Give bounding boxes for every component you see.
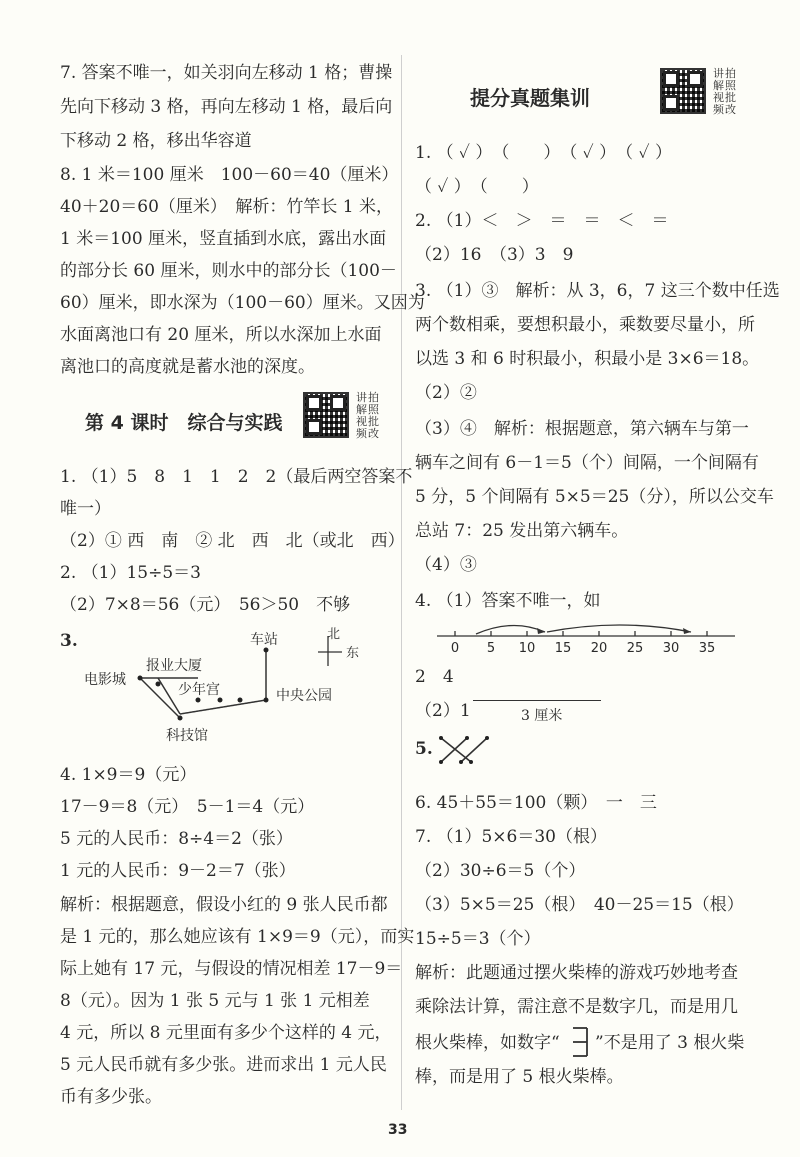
answer-line: （ ✓ ） （ ） <box>415 177 539 197</box>
answer-line: 1 米＝100 厘米，竖直插到水底，露出水面 <box>60 229 387 249</box>
answer-line: 3. （1）③ 解析：从 3，6，7 这三个数中任选 <box>415 281 780 301</box>
number-line-label: 5 <box>486 641 496 656</box>
analysis-line: 5 元人民币就有多少张。进而求出 1 元人民 <box>60 1055 387 1075</box>
map-point <box>264 648 269 653</box>
analysis-line: 乘除法计算，需注意不是数字几，而是用几 <box>415 997 738 1017</box>
number-line-label: 35 <box>698 641 716 656</box>
map-point <box>156 682 161 687</box>
answer-line: 5 分，5 个间隔有 5×5＝25（分），所以公交车 <box>415 487 774 507</box>
answer-line: 40＋20＝60（厘米） 解析：竹竿长 1 米， <box>60 197 394 217</box>
analysis-line: 是 1 元的，那么她应该有 1×9＝9（元），而实 <box>60 927 415 947</box>
number-line-label: 20 <box>590 641 608 656</box>
answer-line: 2 4 <box>415 667 454 687</box>
analysis-line: 解析：根据题意，假设小红的 9 张人民币都 <box>60 895 388 915</box>
answer-line: 17－9＝8（元） 5－1＝4（元） <box>60 797 315 817</box>
answer-line: （4）③ <box>415 555 477 575</box>
analysis-line: ”不是用了 3 根火柴 <box>595 1033 745 1053</box>
answer-line: 8. 1 米＝100 厘米 100－60＝40（厘米） <box>60 165 399 185</box>
column-divider <box>401 55 402 1110</box>
answer-line: 水面离池口有 20 厘米，所以水深加上水面 <box>60 325 382 345</box>
qr-caption: 讲拍解照视批频改 <box>356 391 380 440</box>
map-point <box>196 698 201 703</box>
map-point <box>218 698 223 703</box>
map-label-newspaper: 报业大厦 <box>146 658 202 674</box>
section-title: 提分真题集训 <box>470 86 590 110</box>
answer-line: 60）厘米，即水深为（100－60）厘米。又因为 <box>60 293 425 313</box>
answer-line: 2. （1）15÷5＝3 <box>60 563 201 583</box>
answer-line: 以选 3 和 6 时积最小，积最小是 3×6＝18。 <box>415 349 760 369</box>
map-label-science: 科技馆 <box>166 728 208 744</box>
answer-line: 15÷5＝3（个） <box>415 929 541 949</box>
number-line-label: 0 <box>450 641 460 656</box>
answer-line: 5 元的人民币：8÷4＝2（张） <box>60 829 293 849</box>
answer-line: （2）② <box>415 383 477 403</box>
answer-line: 1. （ ✓ ） （ ） （ ✓ ） （ ✓ ） <box>415 143 672 163</box>
answer-line: 1. （1）5 8 1 1 2 2（最后两空答案不 <box>60 467 413 487</box>
answer-line: 4. 1×9＝9（元） <box>60 765 197 785</box>
answer-line: 6. 45＋55＝100（颗） 一 三 <box>415 793 657 813</box>
analysis-line: 币有多少张。 <box>60 1087 162 1107</box>
answer-line: （2）16 （3）3 9 <box>415 245 574 265</box>
answer-line: 1 元的人民币：9－2＝7（张） <box>60 861 296 881</box>
page-number: 33 <box>388 1122 408 1138</box>
answer-line: 的部分长 60 厘米，则水中的部分长（100－ <box>60 261 397 281</box>
map-label-youth-palace: 少年宫 <box>178 682 220 698</box>
answer-line: 唯一） <box>60 499 111 519</box>
matching-lines <box>437 732 497 768</box>
answer-line: （3）④ 解析：根据题意，第六辆车与第一 <box>415 419 749 439</box>
map-label-park: 中央公园 <box>276 688 332 704</box>
map-label-station: 车站 <box>250 632 278 648</box>
answer-line: （2）① 西 南 ② 北 西 北（或北 西） <box>60 531 405 551</box>
answer-line: 离池口的高度就是蓄水池的深度。 <box>60 357 315 377</box>
analysis-line: 8（元）。因为 1 张 5 元与 1 张 1 元相差 <box>60 991 370 1011</box>
answer-line: （2）30÷6＝5（个） <box>415 861 586 881</box>
answer-line: 两个数相乘，要想积最小，乘数要尽量小，所 <box>415 315 755 335</box>
answer-line: （3）5×5＝25（根） 40－25＝15（根） <box>415 895 744 915</box>
answer-line: 7. 答案不唯一，如关羽向左移动 1 格；曹操 <box>60 63 393 83</box>
analysis-line: 4 元，所以 8 元里面有多少个这样的 4 元， <box>60 1023 392 1043</box>
map-label-cinema: 电影城 <box>84 672 126 688</box>
number-line-label: 25 <box>626 641 644 656</box>
map-point <box>138 676 143 681</box>
answer-line: （2）7×8＝56（元） 56＞50 不够 <box>60 595 351 615</box>
answer-line: 7. （1）5×6＝30（根） <box>415 827 607 847</box>
analysis-line: 际上她有 17 元，与假设的情况相差 17－9＝ <box>60 959 403 979</box>
question-label: 3. <box>60 631 78 651</box>
number-line <box>435 618 745 658</box>
compass-north: 北 <box>327 627 341 642</box>
answer-line: （2）1 <box>415 701 471 721</box>
map-diagram <box>80 622 380 752</box>
number-line-label: 10 <box>518 641 536 656</box>
number-line-label: 30 <box>662 641 680 656</box>
compass-east: 东 <box>346 646 360 661</box>
answer-line: 总站 7：25 发出第六辆车。 <box>415 521 629 541</box>
qr-code[interactable] <box>660 68 706 114</box>
answer-line: 2. （1）＜ ＞ ＝ ＝ ＜ ＝ <box>415 211 669 231</box>
analysis-line: 根火柴棒，如数字“ <box>415 1033 560 1053</box>
three-cm-segment <box>473 700 601 701</box>
map-point <box>238 698 243 703</box>
answer-line: 4. （1）答案不唯一，如 <box>415 591 601 611</box>
qr-caption: 讲拍解照视批频改 <box>713 67 737 116</box>
answer-line: 辆车之间有 6－1＝5（个）间隔，一个间隔有 <box>415 453 759 473</box>
matchstick-digit-icon <box>567 1024 593 1060</box>
segment-label: 3 厘米 <box>521 708 563 724</box>
section-title: 第 4 课时 综合与实践 <box>85 412 283 434</box>
qr-code[interactable] <box>303 392 349 438</box>
number-line-label: 15 <box>554 641 572 656</box>
answer-line: 先向下移动 3 格，再向左移动 1 格，最后向 <box>60 97 393 117</box>
question-label: 5. <box>415 739 433 759</box>
map-point <box>264 698 269 703</box>
analysis-line: 棒，而是用了 5 根火柴棒。 <box>415 1067 624 1087</box>
analysis-line: 解析：此题通过摆火柴棒的游戏巧妙地考查 <box>415 963 738 983</box>
map-point <box>178 716 183 721</box>
answer-line: 下移动 2 格，移出华容道 <box>60 131 252 151</box>
